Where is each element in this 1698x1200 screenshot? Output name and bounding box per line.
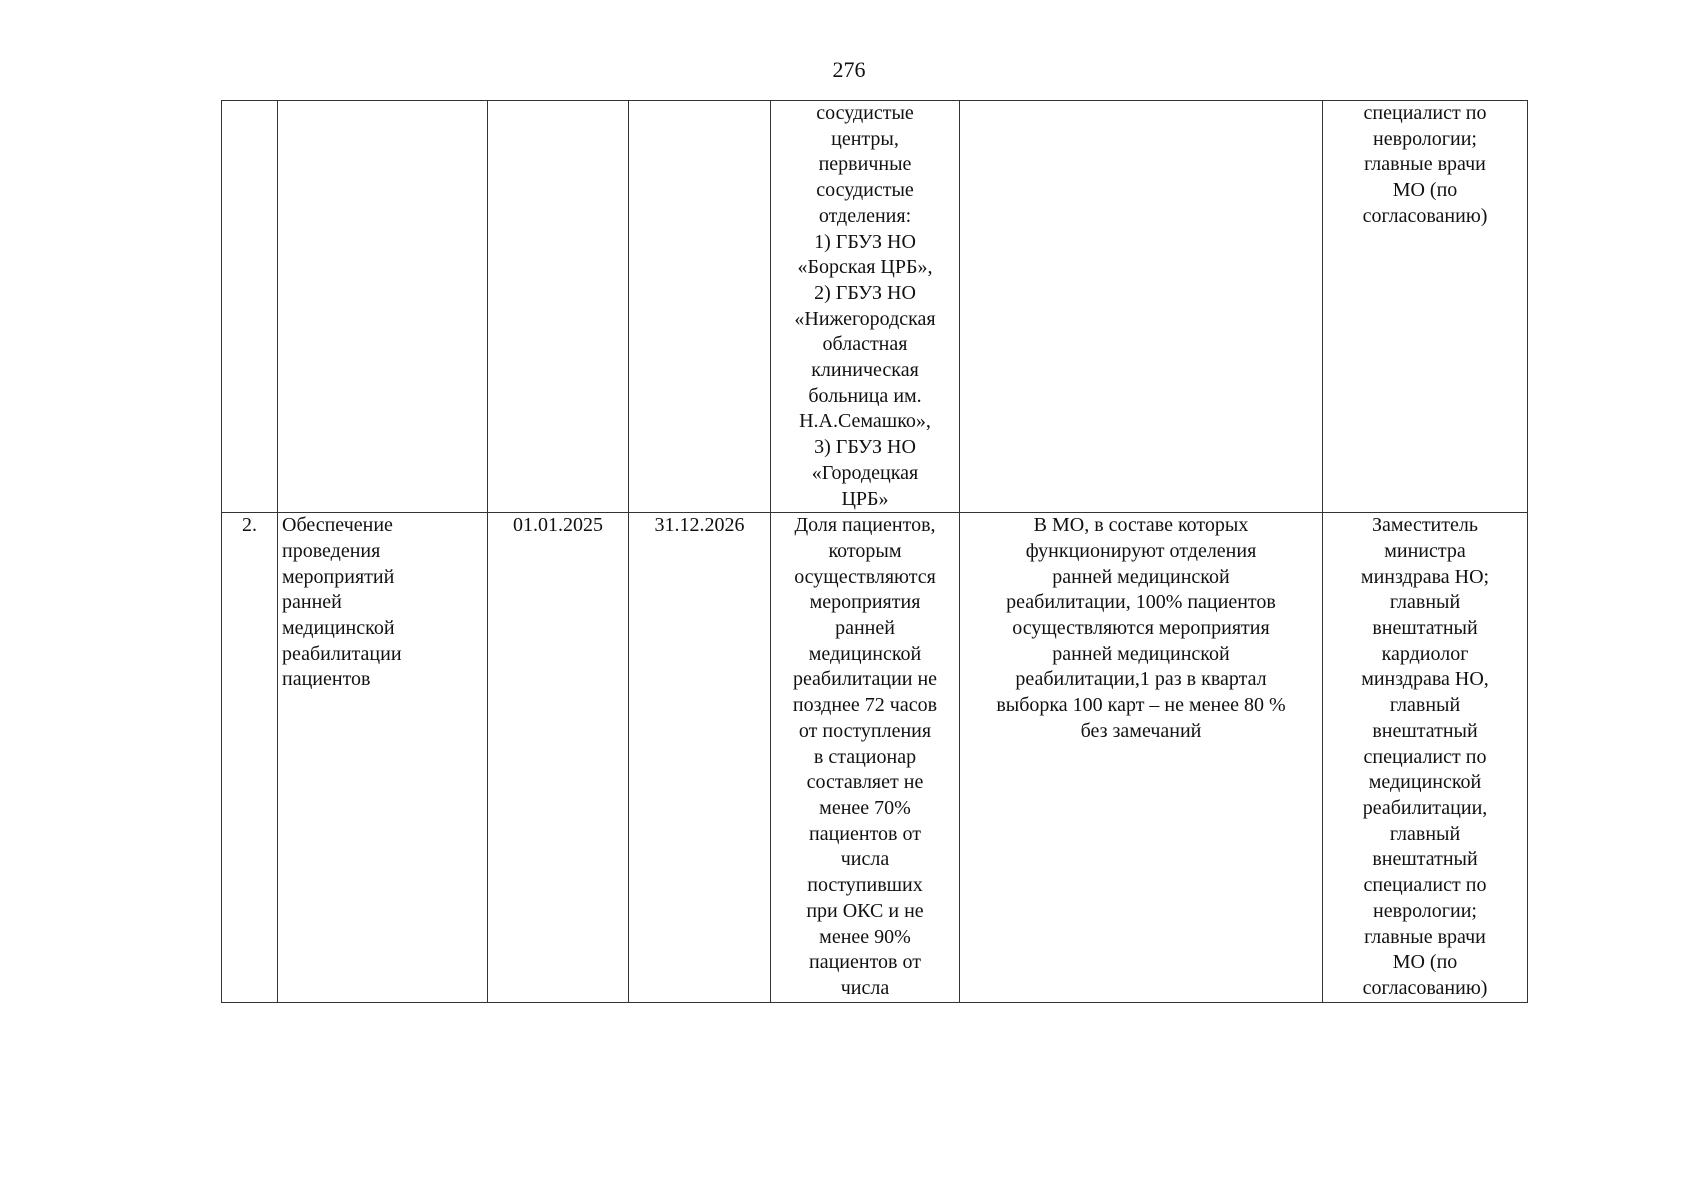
end-date: 31.12.2026 — [654, 514, 745, 537]
indicator-line: числа — [840, 976, 890, 999]
indicator-line: поступивших — [807, 874, 923, 897]
end-date-cell — [629, 101, 771, 513]
activity-cell — [278, 513, 488, 1002]
responsible-line: главный — [1389, 694, 1461, 717]
indicator-line: пациентов от — [809, 822, 921, 845]
indicator-line: реабилитации не — [792, 668, 938, 691]
indicator-cell — [771, 513, 960, 1002]
indicator-line: «Нижегородская — [794, 307, 936, 330]
result-line: реабилитации, 100% пациентов — [1006, 591, 1276, 614]
indicator-line: первичные — [818, 153, 912, 176]
indicator-line: сосудистые — [816, 102, 914, 124]
indicator-line: 3) ГБУЗ НО — [814, 436, 916, 459]
responsible-line: кардиолог — [1381, 642, 1469, 665]
indicator-line: клиническая — [811, 359, 919, 382]
indicator-line: областная — [822, 333, 908, 356]
activity-line: Обеспечение — [282, 514, 393, 537]
result-line: ранней медицинской — [1052, 565, 1230, 588]
responsible-line: минздрава НО, — [1361, 668, 1489, 691]
indicator-line: пациентов от — [809, 951, 921, 974]
indicator-line: 2) ГБУЗ НО — [814, 281, 916, 304]
row-number-cell — [222, 101, 278, 513]
indicator-line: от поступления — [798, 719, 932, 742]
page-number: 276 — [832, 57, 866, 82]
indicator-line: ЦРБ» — [841, 487, 889, 510]
responsible-line: МО (по — [1392, 951, 1458, 974]
indicator-line: медицинской — [808, 642, 922, 665]
responsible-line: МО (по — [1392, 179, 1458, 202]
result-cell — [960, 513, 1323, 1002]
responsible-line: главные врачи — [1364, 153, 1486, 176]
responsible-line: специалист по — [1363, 745, 1487, 768]
indicator-line: в стационар — [813, 745, 917, 768]
indicator-line: Н.А.Семашко», — [799, 410, 931, 433]
indicator-line: отделения: — [818, 204, 912, 227]
indicator-line: числа — [840, 848, 890, 871]
indicator-line: менее 90% — [819, 925, 911, 948]
result-line: осуществляются мероприятия — [1012, 617, 1270, 640]
result-cell — [960, 101, 1323, 513]
activity-line: пациентов — [282, 668, 371, 691]
indicator-line: которым — [828, 539, 902, 562]
activity-line: проведения — [282, 539, 381, 562]
responsible-line: минздрава НО; — [1360, 565, 1490, 588]
responsible-line: медицинской — [1368, 771, 1482, 794]
responsible-line: специалист по — [1363, 874, 1487, 897]
indicator-line: ранней — [835, 617, 895, 640]
start-date: 01.01.2025 — [513, 514, 603, 537]
result-line: функционируют отделения — [1025, 539, 1257, 562]
responsible-line: министра — [1384, 539, 1466, 562]
start-date-cell — [488, 513, 629, 1002]
indicator-line: больница им. — [808, 384, 922, 407]
responsible-line: неврологии; — [1373, 127, 1477, 150]
activity-line: реабилитации — [282, 642, 402, 665]
responsible-line: главные врачи — [1364, 925, 1486, 948]
indicator-line: менее 70% — [819, 796, 911, 819]
start-date-cell — [488, 101, 629, 513]
indicator-line: составляет не — [806, 771, 924, 794]
plan-table — [221, 100, 1528, 1003]
responsible-line: внештатный — [1372, 848, 1478, 871]
indicator-line: осуществляются — [794, 565, 936, 588]
activity-line: мероприятий — [282, 565, 395, 588]
responsible-cell — [1323, 101, 1528, 513]
responsible-line: главный — [1389, 591, 1461, 614]
row-number-cell — [222, 513, 278, 1002]
table-row — [222, 513, 1528, 1002]
responsible-line: специалист по — [1363, 102, 1487, 124]
indicator-line: центры, — [831, 127, 899, 150]
indicator-line: позднее 72 часов — [792, 694, 938, 717]
activity-line: медицинской — [282, 617, 395, 640]
indicator-line: Доля пациентов, — [794, 514, 936, 537]
indicator-line: при ОКС и не — [806, 899, 924, 922]
indicator-cell — [771, 101, 960, 513]
activity-cell — [278, 101, 488, 513]
responsible-cell — [1323, 513, 1528, 1002]
responsible-line: согласованию) — [1362, 204, 1488, 227]
indicator-line: «Борская ЦРБ», — [797, 256, 933, 279]
responsible-line: неврологии; — [1373, 899, 1477, 922]
responsible-line: согласованию) — [1362, 976, 1488, 999]
table-row — [222, 101, 1528, 513]
activity-line: ранней — [282, 591, 342, 614]
result-line: ранней медицинской — [1052, 642, 1230, 665]
responsible-line: внештатный — [1372, 719, 1478, 742]
responsible-line: внештатный — [1372, 617, 1478, 640]
end-date-cell — [629, 513, 771, 1002]
result-line: В МО, в составе которых — [1033, 514, 1249, 537]
indicator-line: мероприятия — [809, 591, 921, 614]
responsible-line: реабилитации, — [1362, 796, 1488, 819]
indicator-line: 1) ГБУЗ НО — [814, 230, 916, 253]
row-number: 2. — [242, 514, 257, 537]
result-line: без замечаний — [1080, 719, 1202, 742]
result-line: выборка 100 карт – не менее 80 % — [996, 694, 1286, 717]
responsible-line: главный — [1389, 822, 1461, 845]
result-line: реабилитации,1 раз в квартал — [1015, 668, 1267, 691]
indicator-line: «Городецкая — [811, 461, 919, 484]
responsible-line: Заместитель — [1372, 514, 1478, 537]
indicator-line: сосудистые — [816, 179, 914, 202]
